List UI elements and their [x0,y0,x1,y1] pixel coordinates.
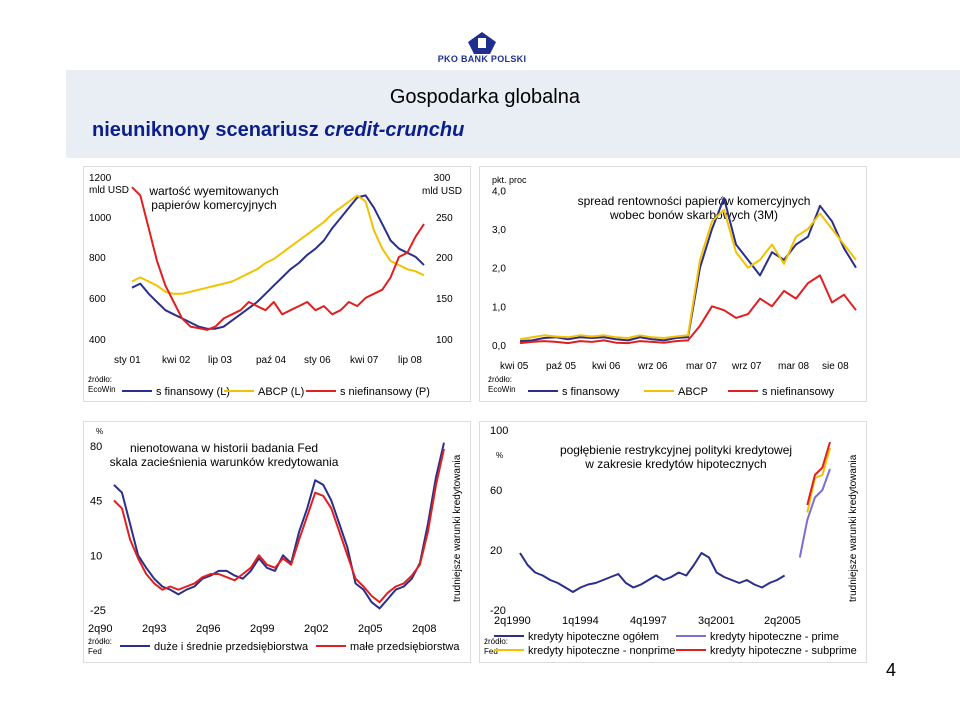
y-tick-label: 45 [90,495,103,508]
legend-nonfin-label: s niefinansowy [762,386,835,398]
x-tick-label: kwi 06 [592,361,621,372]
y-tick-label: -25 [90,605,106,617]
logo-text: PKO BANK POLSKI [437,54,527,64]
x-tick-label: 1q1994 [562,615,599,627]
source-label: Fed [88,647,102,656]
source-label: źródło: [88,637,113,646]
x-tick-label: 2q1990 [494,615,531,627]
chart-panel-cp-spread [479,166,867,402]
x-tick-label: 2q96 [196,623,221,635]
source-label: EcoWin [488,385,516,394]
y-tick-label: 600 [89,294,106,305]
y-tick-label: 4,0 [492,186,506,198]
page-number: 4 [886,660,897,680]
legend-fin-label: s finansowy [562,386,620,398]
x-tick-label: 2q08 [412,623,437,635]
right-tick-label: 300 [433,173,451,184]
fed-survey-chart [84,422,470,662]
source-label: EcoWin [88,385,116,394]
chart-title: spread rentowności papierów komercyjnych [577,194,811,208]
right-tick-label: 100 [436,335,453,346]
y-axis-unit: % [96,427,104,436]
left-axis-top-label: 1200 [89,173,112,184]
x-tick-label: sty 01 [114,355,141,366]
y-tick-label: 3,0 [492,225,506,236]
eagle-logo-icon [436,30,528,56]
x-tick-label: sie 08 [822,361,849,372]
right-tick-label: 250 [436,213,453,224]
legend-abcp-label: ABCP (L) [258,386,305,398]
y-tick-label: 0,0 [492,341,506,352]
legend-prime-label: kredyty hipoteczne - prime [710,631,839,643]
y-axis-unit: % [496,451,504,460]
right-axis-unit: mld USD [421,186,463,197]
y-tick-label: 2,0 [492,263,506,275]
legend-nonprime-label: kredyty hipoteczne - nonprime [528,645,676,657]
cp-issuance-chart [84,167,470,401]
x-tick-label: kwi 05 [500,361,529,372]
legend-abcp-label: ABCP [678,386,708,398]
section-title: Gospodarka globalna [389,86,580,108]
y-tick-label: 10 [90,550,103,563]
y-tick-label: -20 [490,605,506,617]
x-tick-label: wrz 07 [732,361,762,372]
x-tick-label: lip 03 [208,355,232,366]
left-axis-top-label: mld USD [89,185,130,196]
y-axis-unit: pkt. proc [492,175,527,185]
x-tick-label: mar 08 [778,361,810,372]
y-tick-label: 1,0 [492,302,506,314]
x-tick-label: paź 04 [256,355,287,366]
x-tick-label: paź 05 [546,361,577,372]
y-tick-label: 20 [490,545,503,557]
right-axis-label: trudniejsze warunki kredytowania [452,454,463,602]
x-tick-label: 2q02 [304,623,329,635]
chart-title: w zakresie kredytów hipotecznych [585,457,767,471]
x-tick-label: 2q93 [142,623,167,635]
chart-panel-fed-survey [83,421,471,663]
chart-title: papierów komercyjnych [151,198,277,212]
x-tick-label: mar 07 [686,361,718,372]
y-tick-label: 400 [89,335,106,346]
y-tick-label: 1000 [89,213,112,224]
legend-small-label: małe przedsiębiorstwa [350,641,460,653]
cp-spread-chart [480,167,866,401]
chart-title: wobec bonów skarbowych (3M) [609,208,779,222]
source-label: Fed [484,647,498,656]
bank-logo [436,30,528,70]
chart-title: wartość wyemitowanych [149,184,279,198]
chart-title: skala zacieśnienia warunków kredytowania [109,455,339,469]
chart-title: nienotowana w historii badania Fed [129,441,319,455]
source-label: źródło: [488,375,513,384]
chart-panel-cp-issuance [83,166,471,402]
legend-total-label: kredyty hipoteczne ogółem [528,631,659,643]
legend-nonfin-label: s niefinansowy (P) [340,386,430,398]
right-tick-label: 200 [436,253,453,264]
x-tick-label: 2q2005 [764,615,801,627]
series-line-3 [807,442,830,505]
page-subtitle [92,119,464,142]
series-line-1 [114,449,444,602]
x-tick-label: 2q99 [250,623,275,635]
x-tick-label: lip 08 [398,355,422,366]
source-label: źródło: [484,637,509,646]
x-tick-label: kwi 02 [162,355,191,366]
header-strip [66,70,960,158]
chart-panel-mortgage [479,421,867,663]
legend-subprime-label: kredyty hipoteczne - subprime [710,645,857,657]
series-line-1 [520,210,856,340]
legend-large-label: duże i średnie przedsiębiorstwa [154,641,309,653]
x-tick-label: 3q2001 [698,615,735,627]
x-tick-label: 4q1997 [630,615,667,627]
y-tick-label: 100 [490,425,509,437]
series-line-0 [520,553,785,592]
subtitle-prefix: nieuniknony scenariusz [92,119,325,141]
y-tick-label: 800 [89,253,106,264]
x-tick-label: 2q90 [88,623,113,635]
chart-title: pogłębienie restrykcyjnej polityki kredytowej [559,443,793,457]
mortgage-chart [480,422,866,662]
legend-fin-label: s finansowy (L) [156,386,230,398]
right-axis-label: trudniejsze warunki kredytowania [848,454,859,602]
subtitle-emphasis: credit-crunchu [324,119,465,141]
y-tick-label: 80 [90,440,103,453]
source-label: źródło: [88,375,113,384]
y-tick-label: 60 [490,485,503,497]
x-tick-label: sty 06 [304,355,331,366]
x-tick-label: 2q05 [358,623,383,635]
x-tick-label: kwi 07 [350,355,379,366]
x-tick-label: wrz 06 [638,361,668,372]
right-tick-label: 150 [436,294,453,305]
